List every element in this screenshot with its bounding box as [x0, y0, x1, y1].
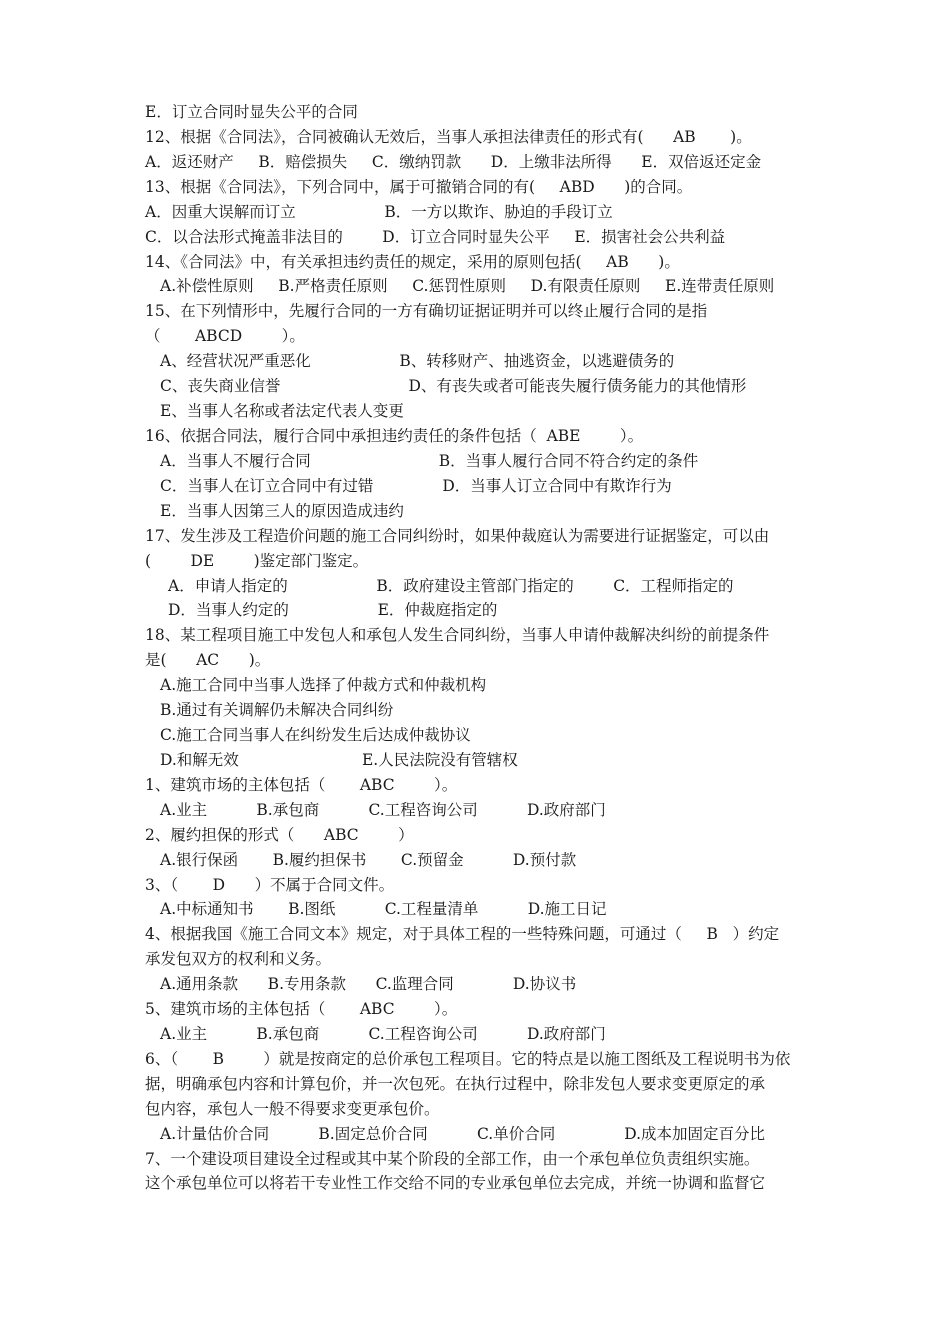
- question-line: 1、建筑市场的主体包括（ ABC ）。: [145, 776, 458, 794]
- question-line: 18、某工程项目施工中发包人和承包人发生合同纠纷，当事人申请仲裁解决纠纷的前提条件: [145, 626, 770, 644]
- question-line: 承发包双方的权利和义务。: [145, 950, 332, 968]
- option-line: A.业主 B.承包商 C.工程咨询公司 D.政府部门: [160, 1025, 606, 1043]
- question-line: 13、根据《合同法》，下列合同中，属于可撤销合同的有( ABD )的合同。: [145, 178, 693, 196]
- option-line: C、丧失商业信誉 D、有丧失或者可能丧失履行债务能力的其他情形: [160, 377, 747, 395]
- option-line: E、当事人名称或者法定代表人变更: [160, 402, 404, 420]
- question-line: 12、根据《合同法》，合同被确认无效后，当事人承担法律责任的形式有( AB )。: [145, 128, 752, 146]
- question-line: 14、《合同法》中，有关承担违约责任的规定，采用的原则包括( AB )。: [145, 253, 680, 271]
- option-line: A、经营状况严重恶化 B、转移财产、抽逃资金，以逃避债务的: [160, 352, 675, 370]
- option-line: A．返还财产 B．赔偿损失 C．缴纳罚款 D．上缴非法所得 E．双倍返还定金: [145, 153, 762, 171]
- option-line: E．当事人因第三人的原因造成违约: [160, 502, 404, 520]
- option-line: B.通过有关调解仍未解决合同纠纷: [160, 701, 394, 719]
- option-line: C.施工合同当事人在纠纷发生后达成仲裁协议: [160, 726, 471, 744]
- question-line: 15、在下列情形中，先履行合同的一方有确切证据证明并可以终止履行合同的是指: [145, 302, 708, 320]
- question-line: 16、依据合同法，履行合同中承担违约责任的条件包括（ ABE ）。: [145, 427, 644, 445]
- question-line: 这个承包单位可以将若干专业性工作交给不同的专业承包单位去完成，并统一协调和监督它: [145, 1174, 766, 1192]
- option-line: A.通用条款 B.专用条款 C.监理合同 D.协议书: [160, 975, 577, 993]
- option-line: A.业主 B.承包商 C.工程咨询公司 D.政府部门: [160, 801, 606, 819]
- option-line: A．申请人指定的 B．政府建设主管部门指定的 C．工程师指定的: [168, 577, 734, 595]
- question-line: 据，明确承包内容和计算包价，并一次包死。在执行过程中，除非发包人要求变更原定的承: [145, 1075, 766, 1093]
- question-line: 2、履约担保的形式（ ABC ）: [145, 826, 414, 844]
- option-line: A．因重大误解而订立 B．一方以欺诈、胁迫的手段订立: [145, 203, 613, 221]
- option-line: C．以合法形式掩盖非法目的 D．订立合同时显失公平 E．损害社会公共利益: [145, 228, 726, 246]
- question-line: 4、根据我国《施工合同文本》规定，对于具体工程的一些特殊问题，可通过（ B ）约定: [145, 925, 780, 943]
- question-line: 是( AC )。: [145, 651, 271, 669]
- option-line: C．当事人在订立合同中有过错 D．当事人订立合同中有欺诈行为: [160, 477, 672, 495]
- option-line: A．当事人不履行合同 B．当事人履行合同不符合约定的条件: [160, 452, 699, 470]
- text-line: E．订立合同时显失公平的合同: [145, 103, 358, 121]
- option-line: D.和解无效 E.人民法院没有管辖权: [160, 751, 518, 769]
- question-line: 包内容，承包人一般不得要求变更承包价。: [145, 1100, 440, 1118]
- option-line: A.补偿性原则 B.严格责任原则 C.惩罚性原则 D.有限责任原则 E.连带责任原则: [160, 277, 775, 295]
- option-line: A.计量估价合同 B.固定总价合同 C.单价合同 D.成本加固定百分比: [160, 1125, 765, 1143]
- option-line: A.中标通知书 B.图纸 C.工程量清单 D.施工日记: [160, 900, 607, 918]
- question-line: 3、（ D ）不属于合同文件。: [145, 876, 395, 894]
- question-line: 7、一个建设项目建设全过程或其中某个阶段的全部工作，由一个承包单位负责组织实施。: [145, 1150, 760, 1168]
- question-line: ( DE )鉴定部门鉴定。: [145, 552, 369, 570]
- option-line: A.施工合同中当事人选择了仲裁方式和仲裁机构: [160, 676, 487, 694]
- question-line: 6、（ B ）就是按商定的总价承包工程项目。它的特点是以施工图纸及工程说明书为依: [145, 1050, 791, 1068]
- question-line: 5、建筑市场的主体包括（ ABC ）。: [145, 1000, 458, 1018]
- question-line: （ ABCD ）。: [145, 327, 305, 345]
- option-line: D．当事人约定的 E．仲裁庭指定的: [168, 601, 498, 619]
- question-line: 17、发生涉及工程造价问题的施工合同纠纷时，如果仲裁庭认为需要进行证据鉴定，可以由: [145, 527, 770, 545]
- option-line: A.银行保函 B.履约担保书 C.预留金 D.预付款: [160, 851, 577, 869]
